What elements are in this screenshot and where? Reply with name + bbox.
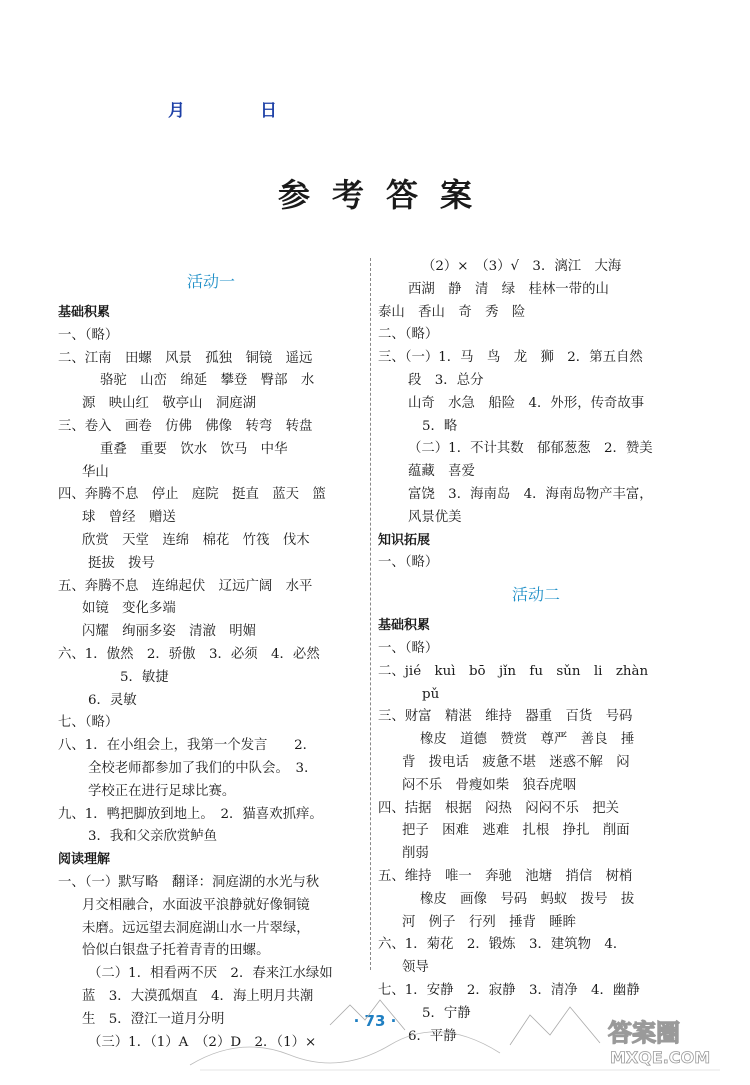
answer-line: 欣赏 天堂 连绵 棉花 竹筏 伐木 [82, 532, 310, 548]
column-divider [370, 258, 372, 970]
watermark-logo [604, 1013, 742, 1069]
answer-line: 七、1．安静 2．寂静 3．清净 4．幽静 [378, 982, 640, 998]
answer-line: 橡皮 画像 号码 蚂蚁 拨号 拔 [420, 891, 635, 907]
answer-line: 富饶 3．海南岛 4．海南岛物产丰富， [408, 486, 653, 502]
answer-line: 5．略 [422, 418, 458, 434]
answer-line: 学校正在进行足球比赛。 [88, 783, 236, 799]
answer-line: 七、（略） [58, 715, 119, 731]
answer-line: 一、（略） [378, 640, 439, 656]
left-answer-lines [58, 302, 364, 1054]
activity-title-1: 活动一 [186, 272, 235, 291]
activity-title-2: 活动二 [511, 585, 560, 605]
watermark-logo-text: 答案圈 [608, 1019, 680, 1047]
answer-line: 风景优美 [408, 509, 462, 525]
page-number: · 73 · [353, 1012, 397, 1030]
answer-line: 削弱 [402, 846, 429, 862]
answer-line: 蕴藏 喜爱 [408, 464, 475, 480]
answer-line: 一、（略） [378, 555, 439, 571]
answer-line: 泰山 香山 奇 秀 险 [378, 304, 526, 320]
answer-line: 二、江南 田螺 风景 孤独 铜镜 遥远 [58, 350, 313, 366]
answer-line: 6．灵敏 [88, 692, 137, 708]
answer-line: 把子 困难 逃难 扎根 挣扎 削面 [402, 823, 630, 839]
answer-line: 九、1．鸭把脚放到地上。 2．猫喜欢抓痒。 [58, 806, 323, 822]
day-label: 日 [260, 101, 277, 121]
answer-line: 3．我和父亲欣赏鲈鱼 [88, 829, 218, 845]
answer-line: （二）1．不计其数 郁郁葱葱 2．赞美 [408, 441, 653, 457]
answer-line: 5．敏捷 [120, 669, 169, 685]
answer-line: 五、奔腾不息 连绵起伏 辽远广阔 水平 [58, 578, 313, 594]
section-heading: 阅读理解 [58, 852, 111, 868]
answer-line: 重叠 重要 饮水 饮马 中华 [100, 441, 288, 457]
answer-line: 华山 [82, 464, 109, 480]
answer-line: 山奇 水急 船险 4．外形，传奇故事 [408, 395, 645, 411]
right-answer-lines-bottom [378, 615, 694, 1048]
answer-line: 二、jié kuì bō jǐn fu sǔn li zhàn [378, 663, 649, 679]
answer-line: 三、财富 精湛 维持 器重 百货 号码 [378, 709, 633, 725]
answer-line: 月交相融合，水面波平浪静就好像铜镜 [82, 897, 310, 913]
answer-line: 八、1．在小组会上，我第一个发言 2． [58, 738, 317, 754]
answer-line: 闷不乐 骨瘦如柴 狼吞虎咽 [402, 777, 577, 793]
answer-line: pǔ [422, 686, 440, 702]
answer-line: 三、（一）1．马 鸟 龙 狮 2．第五自然 [378, 350, 643, 366]
answer-line: 闪耀 绚丽多姿 清澈 明媚 [82, 624, 257, 640]
right-answer-lines-top [378, 256, 694, 575]
answer-line: 河 例子 行列 捶背 睡眸 [402, 914, 577, 930]
answer-line: 背 拨电话 疲惫不堪 迷惑不解 闷 [402, 754, 630, 770]
answer-line: 一、（略） [58, 327, 119, 343]
answer-line: 四、拮据 根据 闷热 闷闷不乐 把关 [378, 800, 620, 816]
month-label: 月 [168, 101, 185, 121]
section-heading: 基础积累 [378, 618, 431, 634]
answer-line: 5．宁静 [422, 1005, 471, 1021]
answer-line: 四、奔腾不息 停止 庭院 挺直 蓝天 篮 [58, 487, 326, 503]
answer-line: 段 3．总分 [408, 372, 484, 388]
answer-line: （2）× （3）√ 3．漓江 大海 [422, 259, 622, 274]
answer-line: 生 5．澄江一道月分明 [82, 1011, 225, 1027]
answer-line: 源 映山红 敬亭山 洞庭湖 [82, 396, 257, 412]
answer-line: （二）1．相看两不厌 2．春来江水绿如 [88, 966, 333, 982]
answer-line: 领导 [402, 960, 429, 976]
answer-line: 三、卷入 画卷 仿佛 佛像 转弯 转盘 [58, 418, 313, 434]
date-row [168, 96, 288, 121]
answer-line: 全校老师都参加了我们的中队会。 3． [88, 760, 318, 776]
answer-line: 蓝 3．大漠孤烟直 4．海上明月共潮 [82, 988, 314, 1004]
answer-line: 恰似白银盘子托着青青的田螺。 [82, 943, 270, 959]
answer-line: 六、1．菊花 2．锻炼 3．建筑物 4． [378, 937, 627, 953]
answer-line: 挺拔 拨号 [88, 555, 155, 571]
left-column [58, 266, 364, 1054]
answer-line: 球 曾经 赠送 [82, 510, 176, 526]
answer-line: 如镜 变化多端 [82, 601, 176, 617]
watermark-text: MXQE.COM [610, 1048, 711, 1067]
answer-line: 六、1．傲然 2．骄傲 3．必须 4．必然 [58, 646, 320, 662]
answer-line: 骆驼 山峦 绵延 攀登 臀部 水 [100, 373, 315, 389]
answer-line: 西湖 静 清 绿 桂林一带的山 [408, 281, 609, 297]
answer-line: 橡皮 道德 赞赏 尊严 善良 捶 [420, 732, 635, 748]
section-heading: 知识拓展 [378, 532, 431, 548]
answer-line: （三）1．（1）A （2）D 2．（1）× [88, 1034, 317, 1050]
section-heading: 基础积累 [58, 305, 111, 320]
right-column [378, 256, 694, 1048]
answer-line: 一、（一）默写略 翻译：洞庭湖的水光与秋 [58, 874, 320, 890]
answer-line: 二、（略） [378, 327, 439, 343]
answer-line: 未磨。远远望去洞庭湖山水一片翠绿， [82, 920, 310, 936]
answer-line: 五、维持 唯一 奔驰 池塘 捎信 树梢 [378, 868, 633, 884]
answer-line: 6．平静 [408, 1028, 457, 1044]
page-title: 参考答案 [277, 176, 494, 214]
